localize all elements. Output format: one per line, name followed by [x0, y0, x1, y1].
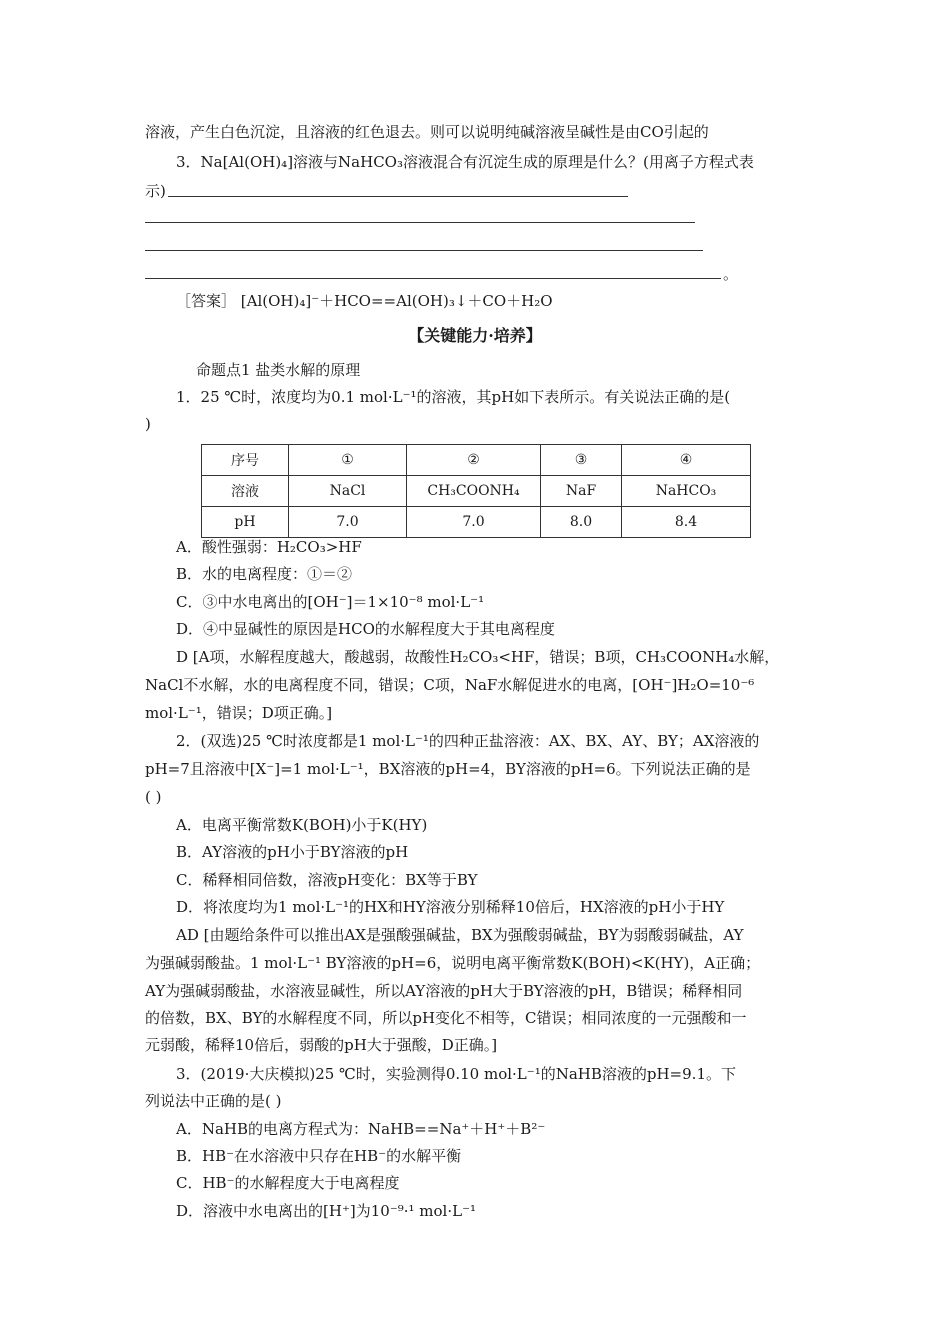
table-cell: ② [407, 445, 541, 476]
question-1-stem: 1．25 ℃时，浓度均为0.1 mol·L⁻¹的溶液，其pH如下表所示。有关说法正确的是( [176, 388, 731, 406]
question-1-analysis: D [A项，水解程度越大，酸越弱，故酸性H₂CO₃<HF，错误；B项，CH₃COONH₄水解， [176, 648, 780, 666]
answer-line: ［答案］ [Al(OH)₄]⁻＋HCO==Al(OH)₃↓＋CO＋H₂O [176, 292, 553, 310]
question-1-option-d: D．④中显碱性的原因是HCO的水解程度大于其电离程度 [176, 620, 555, 638]
question-3-option-d: D．溶液中水电离出的[H⁺]为10⁻⁹·¹ mol·L⁻¹ [176, 1202, 477, 1220]
answer-blank-line [145, 278, 721, 279]
answer-blank-line [168, 196, 628, 197]
table-cell: ④ [622, 445, 751, 476]
question-1-analysis-cont: mol·L⁻¹，错误；D项正确。] [145, 704, 333, 722]
topic-heading: 命题点1 盐类水解的原理 [196, 361, 361, 379]
question-2-option-c: C．稀释相同倍数，溶液pH变化：BX等于BY [176, 871, 478, 889]
question-1-option-c: C．③中水电离出的[OH⁻]＝1×10⁻⁸ mol·L⁻¹ [176, 593, 485, 611]
question-3-stem-cont: 列说法中正确的是( ) [145, 1092, 282, 1110]
table-cell: ③ [541, 445, 622, 476]
table-row [202, 445, 751, 476]
question-2-analysis-cont: 为强碱弱酸盐。1 mol·L⁻¹ BY溶液的pH=6，说明电离平衡常数K(BOH)<K(HY)，A正确； [145, 954, 761, 972]
question-3-option-a: A．NaHB的电离方程式为：NaHB==Na⁺＋H⁺＋B²⁻ [176, 1120, 546, 1138]
question-3-option-c: C．HB⁻的水解程度大于电离程度 [176, 1174, 400, 1192]
table-cell: NaCl [289, 476, 407, 507]
question-3-stem: 3．(2019·大庆模拟)25 ℃时，实验测得0.10 mol·L⁻¹的NaHB溶液的pH=9.1。下 [176, 1065, 736, 1083]
question-2-stem-cont: pH=7且溶液中[X⁻]=1 mol·L⁻¹，BX溶液的pH=4，BY溶液的pH=6。下列说法正确的是 [145, 760, 751, 778]
table-cell: NaF [541, 476, 622, 507]
question-1-stem-cont: ) [145, 415, 151, 433]
table-cell: 溶液 [202, 476, 289, 507]
question-3-option-b: B．HB⁻在水溶液中只存在HB⁻的水解平衡 [176, 1147, 462, 1165]
intro-line: 溶液，产生白色沉淀，且溶液的红色退去。则可以说明纯碱溶液呈碱性是由CO引起的 [145, 123, 709, 141]
question-1-analysis-cont: NaCl不水解，水的电离程度不同，错误；C项，NaF水解促进水的电离，[OH⁻]H₂O=10⁻⁶ [145, 676, 755, 694]
answer-end-mark: 。 [723, 265, 739, 283]
question-2-stem: 2．(双选)25 ℃时浓度都是1 mol·L⁻¹的四种正盐溶液：AX、BX、AY、BY；AX溶液的 [176, 732, 760, 750]
question-2-analysis-cont: AY为强碱弱酸盐，水溶液显碱性，所以AY溶液的pH大于BY溶液的pH，B错误；稀释相同 [145, 982, 743, 1000]
question-2-option-b: B．AY溶液的pH小于BY溶液的pH [176, 843, 409, 861]
table-row [202, 476, 751, 507]
answer-blank-line [145, 222, 695, 223]
question-2-analysis-cont: 元弱酸，稀释10倍后，弱酸的pH大于强酸，D正确。] [145, 1036, 498, 1054]
section-title: 【关键能力·培养】 [408, 326, 542, 345]
question-2-analysis: AD [由题给条件可以推出AX是强酸强碱盐，BX为强酸弱碱盐，BY为弱酸弱碱盐，AY [176, 926, 744, 944]
table-cell: 序号 [202, 445, 289, 476]
table-cell: NaHCO₃ [622, 476, 751, 507]
table-cell: CH₃COONH₄ [407, 476, 541, 507]
ph-table [201, 444, 751, 538]
answer-blank-line [145, 250, 703, 251]
question-2-option-d: D．将浓度均为1 mol·L⁻¹的HX和HY溶液分别稀释10倍后，HX溶液的pH小于HY [176, 898, 725, 916]
question-2-option-a: A．电离平衡常数K(BOH)小于K(HY) [176, 816, 428, 834]
table-cell: 7.0 [289, 507, 407, 538]
table-row [202, 507, 751, 538]
question-3-stem-cont: 示) [145, 182, 166, 200]
question-3-stem: 3．Na[Al(OH)₄]溶液与NaHCO₃溶液混合有沉淀生成的原理是什么？(用离子方程式表 [176, 153, 754, 171]
table-cell: ① [289, 445, 407, 476]
table-cell: 8.4 [622, 507, 751, 538]
question-1-option-b: B．水的电离程度：①＝② [176, 565, 353, 583]
table-cell: 8.0 [541, 507, 622, 538]
question-2-stem-cont: ( ) [145, 788, 162, 806]
table-cell: pH [202, 507, 289, 538]
question-1-option-a: A．酸性强弱：H₂CO₃>HF [176, 538, 362, 556]
question-2-analysis-cont: 的倍数，BX、BY的水解程度不同，所以pH变化不相等，C错误；相同浓度的一元强酸和一 [145, 1009, 747, 1027]
table-cell: 7.0 [407, 507, 541, 538]
